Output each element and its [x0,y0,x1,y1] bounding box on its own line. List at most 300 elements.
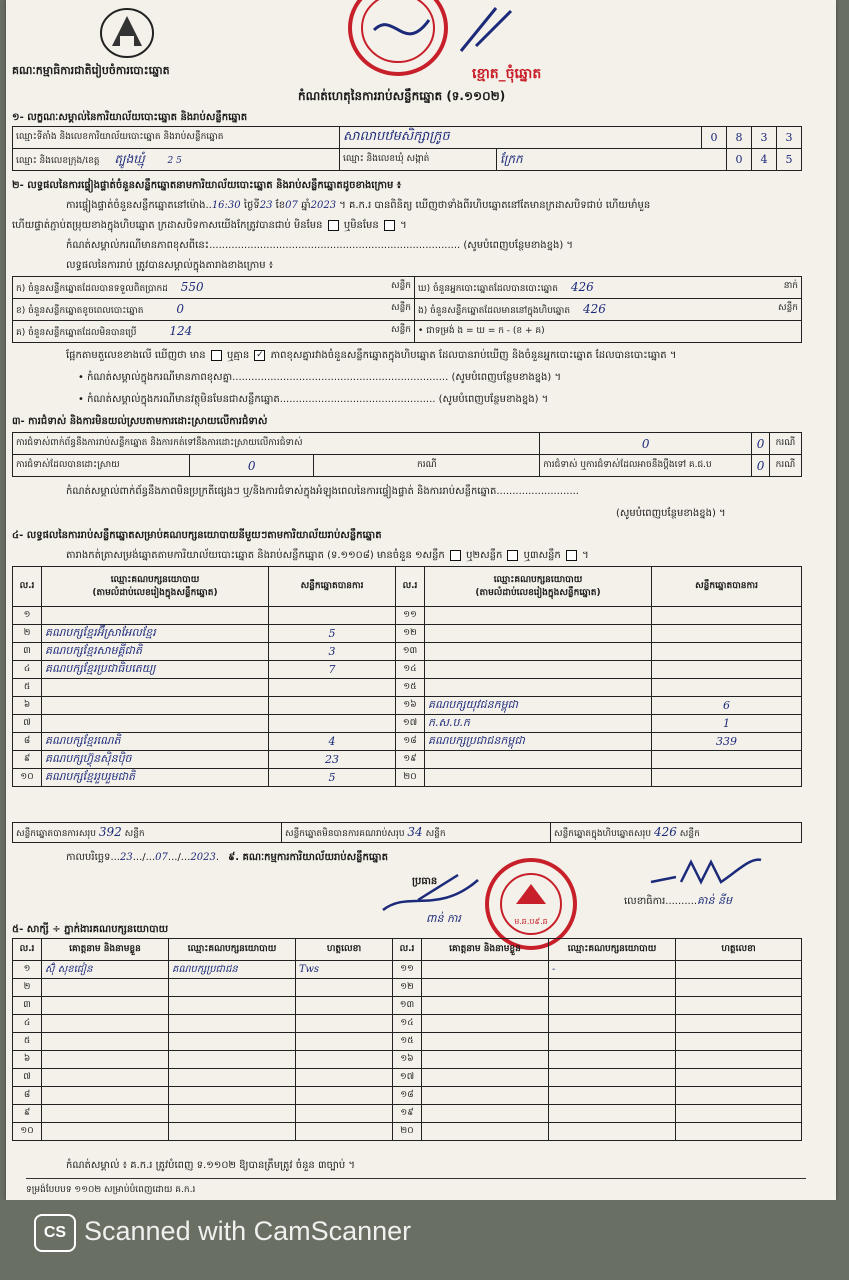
resolved-value: 0 [190,455,314,477]
results-table [12,566,802,787]
voters-label: ឃ) ចំនួនអ្នកបោះឆ្នោតដែលបានបោះឆ្នោត [418,283,558,294]
witness-row-name [42,1123,169,1141]
spoiled-value: 0 [176,301,184,316]
bullet-difference-note [78,370,561,385]
in-box-label: ង) ចំនួនសន្លឹកឆ្នោតដែលមាននៅក្នុងហិបឆ្នោត [418,305,571,316]
location-value: សាលាបឋមសិក្សាក្រូច [340,127,702,149]
results-row-votes: 5 [269,625,396,643]
witness-row-no: ១៤ [393,1015,422,1033]
seal-checkbox-no[interactable] [384,220,395,231]
results-totals [12,822,802,843]
results-row [13,643,802,661]
witness-row-no: ២ [13,979,42,997]
witness-row-party [169,1123,296,1141]
results-row-party [425,607,652,625]
witness-row-name [422,961,549,979]
form-title: កំណត់ហេតុនៃការរាប់សន្លឹកឆ្នោត (ទ.១១០២) [298,89,506,103]
results-col-no-left: ល.រ [13,567,42,607]
bullet-foreign-object-note [78,392,548,407]
witness-row-signature [676,1051,802,1069]
results-row-party: គណបក្សខ្មែរសាមគ្គីជាតិ [42,643,269,661]
total-valid-cell [13,823,282,843]
objection-value: 0 [540,433,752,455]
witness-row [13,1105,802,1123]
results-row [13,679,802,697]
witness-row-no: ៧ [13,1069,42,1087]
commune-label: ឈ្មោះ និងលេខឃុំ សង្កាត់ [340,149,497,171]
witness-row-signature: Tws [296,961,393,979]
discrepancy-description: ភាពខុសគ្នារវាងចំនួនសន្លឹកឆ្នោតក្នុងហិបឆ្នោត ដែលបានរាប់ឃើញ និងចំនួនអ្នកបោះឆ្នោត ដែលបានបោះឆ្នោត ។ [270,350,677,361]
commune-digit-2: 4 [752,149,777,171]
results-row-party [425,643,652,661]
witness-row-name [42,979,169,997]
results-row-votes [269,679,396,697]
location-digit-2: 8 [727,127,752,149]
bullet-difference-text: • កំណត់សម្គាល់ក្នុងករណីមានភាពខុសគ្នា.................................................................... [78,372,449,383]
witness-row-no: ៩ [13,1105,42,1123]
unused-cell [13,321,415,343]
verify-month-value: 07 [285,200,298,211]
results-row-party: គណបក្សខ្មែរអ៊ីស្រាអែលខ្មែរ [42,625,269,643]
difference-note-hint: (សូមបំពេញបន្ថែមខាងខ្នង) ។ [463,240,573,251]
section1-table [12,126,802,171]
results-row-votes: 1 [652,715,802,733]
verify-year-label: ឆ្នាំ [301,200,311,211]
results-row-votes [652,607,802,625]
results-row-party [42,607,269,625]
witness-row-signature [676,1015,802,1033]
results-row-votes [652,769,802,787]
witness-row-no: ១១ [393,961,422,979]
results-col-votes-right: សន្លឹកឆ្នោតបានការ [652,567,802,607]
witness-row-no: ១៦ [393,1051,422,1069]
voters-unit: នាក់ [783,280,798,291]
witness-row-signature [296,1033,393,1051]
witness-row [13,979,802,997]
witness-col-no-right: ល.រ [393,939,422,961]
received-cell [13,277,415,299]
results-row-no: ១៩ [396,751,425,769]
results-row-votes: 6 [652,697,802,715]
witness-row-name [422,1123,549,1141]
objection-label: ការជំទាស់ពាក់ព័ន្ធនឹងការរាប់សន្លឹកឆ្នោត និងការកត់ទៅនឹងការដោះស្រាយលើការជំទាស់ [13,433,540,455]
witness-row-no: ១៩ [393,1105,422,1123]
witness-body [13,961,802,1141]
discrepancy-line [66,348,676,363]
witness-row-name [42,1069,169,1087]
results-row-votes [269,607,396,625]
seal-line: ហើយផ្ទាត់ភ្ជាប់តម្រុយខាងក្នុងហិបឆ្នោត ក្រដាសបិទកាសយើងកែត្រូវបានជាប់ មិនមែន ឬមិនមែន ។ [12,220,407,231]
results-row-no: ១ [13,607,42,625]
discrepancy-label: ផ្អែកតាមតួលេខខាងលើ ឃើញថា មាន [66,350,206,361]
total-valid-unit: សន្លឹក [124,828,145,839]
witness-row-signature [676,979,802,997]
results-row-party [425,769,652,787]
date-label: កាលបរិច្ឆេទ [66,852,111,863]
results-row-no: ១៨ [396,733,425,751]
witness-row-no: ៤ [13,1015,42,1033]
witness-row-party [169,997,296,1015]
objection-unit: ករណី [769,433,801,455]
witness-row [13,1123,802,1141]
chair-name: ពាន់ ការ [426,912,461,925]
witness-row-signature [296,1069,393,1087]
objection-table [12,432,802,477]
witness-row-name [42,997,169,1015]
witness-row-signature [676,1123,802,1141]
spoiled-label: ខ) ចំនួនសន្លឹកឆ្នោតខូចពេលបោះឆ្នោត [16,305,144,316]
results-row-no: ១០ [13,769,42,787]
tally-sheet-line: តារាងកត់ត្រាសម្រង់ឆ្នោតតាមការិយាល័យបោះឆ្នោត និងរាប់សន្លឹកឆ្នោត (ទ.១១០៨) មានចំនួន ១សន្លឹក ឬ២សន្លឹក ឬ៣សន្លឹក ។ [66,550,589,561]
results-row-party: គណបក្សខ្មែរណេតិ [42,733,269,751]
witness-row-signature [676,1087,802,1105]
appeal-label: ការជំទាស់ ឬការជំទាស់ដែលអាចនឹងប្តឹងទៅ គ.ជ.ប [540,455,752,477]
province-value: ត្បូងឃ្មុំ [114,151,145,166]
witness-row-no: ១៧ [393,1069,422,1087]
witness-col-name-left: គោត្តនាម និងនាមខ្លួន [42,939,169,961]
spoiled-cell [13,299,415,321]
results-row-party [425,625,652,643]
results-row-no: ៥ [13,679,42,697]
verify-time-value: 16:30 [211,200,241,211]
tally-3-checkbox[interactable] [566,550,577,561]
witness-row [13,1051,802,1069]
results-row-no: ៣ [13,643,42,661]
total-invalid-label: សន្លឹកឆ្នោតមិនបានការគណរាប់សរុប [285,828,405,839]
total-valid-value: 392 [98,824,122,839]
witness-row-signature [296,1105,393,1123]
witness-row-signature [296,1051,393,1069]
results-row-no: ៦ [13,697,42,715]
form-note: កំណត់សម្គាល់ ៖ គ.ក.រ ត្រូវបំពេញ ទ.១១០២ ឱ្យបានត្រឹមត្រូវ ចំនួន ៣ច្បាប់ ។ [66,1160,355,1171]
in-box-cell [415,299,802,321]
received-label: ក) ចំនួនសន្លឹកឆ្នោតដែលបានទទួលពិតប្រាកដ [16,283,168,294]
results-col-party-right-title: ឈ្មោះគណបក្សនយោបាយ [493,574,583,585]
results-row-votes: 339 [652,733,802,751]
secretary-line [624,894,732,910]
verify-line-rest: ។ គ.ក.រ បានពិនិត្យ ឃើញថាទាំងពីរហិបឆ្នោតនៅតែមានក្រដាសបិទជាប់ ហើយមាំមួន [339,200,651,211]
commune-digit-3: 5 [777,149,802,171]
results-row [13,625,802,643]
section2-heading: ២- លទ្ធផលនៃការផ្ទៀងផ្ទាត់ចំនួនសន្លឹកឆ្នោតនាមការិយាល័យបោះឆ្នោត និងរាប់សន្លឹកឆ្នោតដូចខាងក្រោម ៖ [12,180,402,191]
spoiled-unit: សន្លឹក [391,302,411,313]
witness-row-party [169,979,296,997]
verify-time-label: ការផ្ទៀងផ្ទាត់ចំនួនសន្លឹកឆ្នោតនៅម៉ោង.. [66,200,212,211]
witness-row-party [169,1051,296,1069]
witness-row-party [549,1105,676,1123]
voters-value: 426 [570,279,594,294]
results-row-no: ១៥ [396,679,425,697]
location-label: ឈ្មោះទីតាំង និងលេខការិយាល័យបោះឆ្នោត និងរាប់សន្លឹកឆ្នោត [13,127,340,149]
witness-row-signature [676,961,802,979]
witness-row-signature [296,1087,393,1105]
section5-heading: ៥- សាក្សី ÷ ភ្នាក់ងារគណបក្សនយោបាយ [12,924,169,935]
witness-row [13,1033,802,1051]
witness-row-party [169,1033,296,1051]
results-row-party: ក.ស.ប.ក [425,715,652,733]
results-row-no: ១២ [396,625,425,643]
results-row-votes [269,715,396,733]
results-row-party [42,697,269,715]
witness-col-sig-right: ហត្ថលេខា [676,939,802,961]
location-digit-4: 3 [777,127,802,149]
results-body [13,607,802,787]
witness-row-signature [676,1033,802,1051]
difference-note-line [66,238,573,253]
results-row-party [42,715,269,733]
section4-heading: ៤- លទ្ធផលនៃការរាប់សន្លឹកឆ្នោតសម្រាប់គណបក្សនយោបាយនីមួយៗតាមការិយាល័យរាប់សន្លឹកឆ្នោត [12,530,382,541]
total-invalid-unit: សន្លឹក [425,828,446,839]
discrepancy-no-checkbox[interactable]: ✓ [256,349,264,360]
results-row-party [425,751,652,769]
results-row-no: ១៤ [396,661,425,679]
date-month: 07 [155,852,168,863]
results-row [13,715,802,733]
results-row [13,769,802,787]
total-box-cell [551,823,802,843]
witness-row-signature [676,1105,802,1123]
results-row-votes [652,661,802,679]
witness-row-no: ២០ [393,1123,422,1141]
witness-col-party-left: ឈ្មោះគណបក្សនយោបាយ [169,939,296,961]
seal-checkbox-yes[interactable] [328,220,339,231]
discrepancy-yes-checkbox[interactable] [211,350,222,361]
witness-row-no: ៣ [13,997,42,1015]
document-page [6,0,836,1200]
witness-row [13,997,802,1015]
results-row-votes: 7 [269,661,396,679]
results-row-party [425,679,652,697]
witness-row-name [422,1087,549,1105]
camscanner-bar [0,1200,849,1280]
results-row-votes [652,625,802,643]
results-row-no: ១៣ [396,643,425,661]
witness-row-no: ១៣ [393,997,422,1015]
camscanner-text: Scanned with CamScanner [84,1216,412,1246]
resolved-unit: ករណី [314,455,540,477]
secretary-name: គាន់ នីម [697,894,732,907]
witness-row-name [42,1051,169,1069]
results-col-no-right: ល.រ [396,567,425,607]
witness-row-no: ១២ [393,979,422,997]
witness-row-no: ១ [13,961,42,979]
irregularity-hint: (សូមបំពេញបន្ថែមខាងខ្នង) ។ [616,508,726,519]
total-box-unit: សន្លឹក [679,828,700,839]
count-intro: លទ្ធផលនៃការរាប់ ត្រូវបានសម្គាល់ក្នុងតារាងខាងក្រោម ៖ [66,260,274,271]
appeal-value: 0 [752,455,770,477]
tally-2-checkbox[interactable] [507,550,518,561]
province-label [13,149,340,171]
witness-row-name [422,1105,549,1123]
witness-row-name [42,1015,169,1033]
witness-row-signature [296,1123,393,1141]
witness-col-sig-left: ហត្ថលេខា [296,939,393,961]
in-box-unit: សន្លឹក [778,302,798,313]
unused-value: 124 [169,323,193,338]
witness-row-party [169,1087,296,1105]
chair-label: ប្រធាន [412,876,438,887]
witness-row-name: ស៊ុំ សុខជៀន [42,961,169,979]
bullet-difference-hint: (សូមបំពេញបន្ថែមខាងខ្នង) ។ [451,372,562,383]
witness-row-party [549,997,676,1015]
seal-option-label: ឬមិនមែន [343,220,379,231]
form-footer: ទម្រង់បែបបទ ១១០២ សម្រាប់បំពេញដោយ គ.ក.រ [26,1185,196,1195]
witness-row-party [549,1033,676,1051]
commune-digit-1: 0 [727,149,752,171]
results-row [13,661,802,679]
results-row [13,697,802,715]
results-row-votes [652,679,802,697]
total-invalid-value: 34 [407,824,423,839]
results-row-votes [652,751,802,769]
results-col-party-left-sub: (តាមលំដាប់លេខរៀងក្នុងសន្លឹកឆ្នោត) [92,587,218,598]
results-row-party: គណបក្សប្រជាជនកម្ពុជា [425,733,652,751]
results-row-party [425,661,652,679]
form-type-label: ខ្មោត_ចុំឆ្នោត [472,66,542,82]
witness-row-party: - [549,961,676,979]
date-year: 2023 [190,852,216,863]
results-row-party: គណបក្សហ៊្វុនស៊ិនប៉ិច [42,751,269,769]
objection-value-2: 0 [752,433,770,455]
date-day: 23 [119,852,133,863]
witness-row [13,1069,802,1087]
verify-day-value: 23 [259,200,273,211]
witness-row-party [549,1015,676,1033]
results-row-votes [652,643,802,661]
witness-row-name [422,1015,549,1033]
voters-cell [415,277,802,299]
province-code: 2 5 [167,155,182,166]
witness-row [13,1015,802,1033]
verify-year-value: 2023 [310,200,337,211]
witness-row-name [422,997,549,1015]
witness-row-signature [676,997,802,1015]
footer-divider [26,1178,806,1179]
witness-col-name-right: គោត្តនាម និងនាមខ្លួន [422,939,549,961]
camscanner-logo-icon: CS [34,1214,76,1252]
secretary-signature-icon [646,852,766,892]
witness-row-name [422,1051,549,1069]
results-col-party-left [42,567,269,607]
results-row-no: ២០ [396,769,425,787]
witness-row-name [422,1069,549,1087]
witness-row-name [42,1033,169,1051]
witness-row-party [549,1069,676,1087]
witness-row-no: ៨ [13,1087,42,1105]
received-value: 550 [180,279,204,294]
results-row [13,733,802,751]
stamp-text: ម.ឆ.ប៩.ឆ [514,917,548,926]
section1-heading: ១- លក្ខណៈសម្គាល់នៃការិយាល័យបោះឆ្នោត និងរាប់សន្លឹកឆ្នោត [12,112,248,123]
nec-emblem-icon [98,6,156,60]
witness-row-party [169,1015,296,1033]
total-box-value: 426 [654,824,677,839]
witness-row-signature [296,1015,393,1033]
results-row-party: គណបក្សយុវជនកម្ពុជា [425,697,652,715]
results-row-no: ១១ [396,607,425,625]
results-row-votes: 5 [269,769,396,787]
official-stamp-icon [344,0,454,80]
results-row [13,607,802,625]
total-valid-label: សន្លឹកឆ្នោតបានការសរុប [16,828,96,839]
results-row-votes: 4 [269,733,396,751]
section3-heading: ៣- ការជំទាស់ និងការមិនយល់ស្របតាមការដោះស្រាយលើការជំទាស់ [12,416,268,427]
results-col-party-right-sub: (តាមលំដាប់លេខរៀងក្នុងសន្លឹកឆ្នោត) [475,587,601,598]
witness-row [13,1087,802,1105]
witness-row-no: ១៨ [393,1087,422,1105]
location-digit-3: 3 [752,127,777,149]
province-label-text: ឈ្មោះ និងលេខក្រុង/ខេត្ត [16,155,100,166]
witness-row-signature [296,979,393,997]
commune-value: ក្រែក [497,149,727,171]
results-row-no: ១៦ [396,697,425,715]
results-row-party: គណបក្សខ្មែរប្រជាធិបតេយ្យ [42,661,269,679]
difference-note-text: កំណត់សម្គាល់ករណីមានភាពខុសពីនេះ............................................................................... [66,240,461,251]
unused-label: គ) ចំនួនសន្លឹកឆ្នោតដែលមិនបានប្រើ [16,327,137,338]
signature-top-icon [456,6,516,56]
committee-name: គណៈកម្មាធិការជាតិរៀបចំការបោះឆ្នោត [12,64,170,77]
witness-row-party: គណបក្សប្រជាជន [169,961,296,979]
appeal-unit: ករណី [769,455,801,477]
witness-row-party [549,979,676,997]
verification-line [66,198,650,213]
tally-intro-text: តារាងកត់ត្រាសម្រង់ឆ្នោតតាមការិយាល័យបោះឆ្នោត និងរាប់សន្លឹកឆ្នោត (ទ.១១០៨) មានចំនួន ១សន្លឹក [66,550,445,561]
results-row-party: គណបក្សខ្មែររួបរួមជាតិ [42,769,269,787]
total-invalid-cell [282,823,551,843]
witness-row-name [42,1087,169,1105]
witness-col-party-right: ឈ្មោះគណបក្សនយោបាយ [549,939,676,961]
received-unit: សន្លឹក [391,280,411,291]
witness-row [13,961,802,979]
resolved-label: ការជំទាស់ដែលបានដោះស្រាយ [13,455,190,477]
bullet-foreign-hint: (សូមបំពេញបន្ថែមខាងខ្នង) ។ [438,394,549,405]
results-row-no: ៤ [13,661,42,679]
witness-row-party [169,1105,296,1123]
witness-row-name [422,1033,549,1051]
verify-day-label: ថ្ងៃទី [243,200,260,211]
formula-cell: • ជាទម្រង់ ង = ឃ = ក - (ខ + គ) [415,321,802,343]
tally-2-label: ឬ២សន្លឹក [466,550,503,561]
irregularity-note: កំណត់សម្គាល់ពាក់ព័ន្ធនឹងភាពមិនប្រក្រតីផ្សេងៗ ឬ/និងការជំទាស់ក្នុងអំឡុងពេលនៃការផ្ទៀងផ្ទាត់ និងការរាប់សន្លឹកឆ្នោត.......................... [66,486,579,497]
witness-row-signature [296,997,393,1015]
witness-row-party [549,1123,676,1141]
results-row-votes: 3 [269,643,396,661]
results-row-no: ៨ [13,733,42,751]
witness-row-no: ៥ [13,1033,42,1051]
results-row [13,751,802,769]
witness-col-no-left: ល.រ [13,939,42,961]
witness-row-party [169,1069,296,1087]
witness-row-party [549,1087,676,1105]
in-box-value: 426 [582,301,606,316]
results-row-no: ២ [13,625,42,643]
results-row-party [42,679,269,697]
location-digit-1: 0 [702,127,727,149]
discrepancy-no-label: ឬគ្មាន [227,350,250,361]
tally-1-checkbox[interactable] [450,550,461,561]
witness-row-name [422,979,549,997]
witness-row-no: ៦ [13,1051,42,1069]
signing-date-line: កាលបរិច្ឆេទ...23.../...07.../...2023. ៩. គណៈកម្មការការិយាល័យរាប់សន្លឹកឆ្នោត [66,852,388,863]
results-row-votes [269,697,396,715]
seal-line-text: ហើយផ្ទាត់ភ្ជាប់តម្រុយខាងក្នុងហិបឆ្នោត ក្រដាសបិទកាសយើងកែត្រូវបានជាប់ មិនមែន [12,220,323,231]
witness-row-party [549,1051,676,1069]
results-row-no: ១៧ [396,715,425,733]
verify-month-label: ខែ [275,200,286,211]
results-row-no: ៧ [13,715,42,733]
secretary-label: លេខាធិការ.......... [624,896,698,907]
results-col-votes-left: សន្លឹកឆ្នោតបានការ [269,567,396,607]
